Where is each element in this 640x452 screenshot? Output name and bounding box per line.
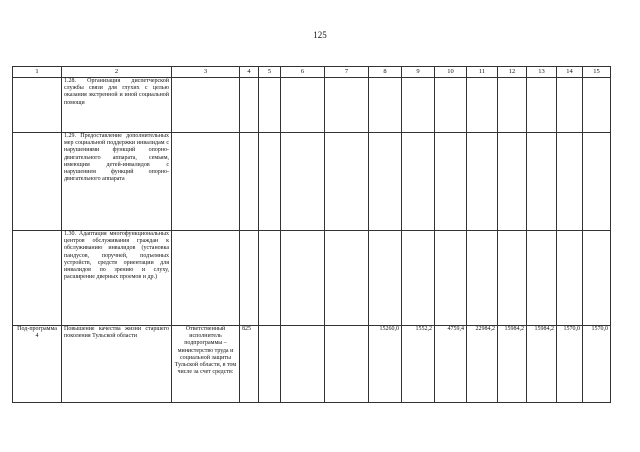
cell-col11 [467,231,498,326]
cell-col5 [259,78,281,133]
cell-col15 [583,78,611,133]
cell-col5 [259,326,281,403]
program-table [12,66,611,403]
cell-col13 [527,231,557,326]
cell-col6 [281,78,325,133]
cell-col12 [498,231,527,326]
cell-col10 [435,78,467,133]
header-cell: 7 [325,67,369,78]
page-number: 125 [313,30,327,40]
cell-col12: 15984,2 [498,326,527,403]
cell-measure: 1.30. Адаптация многофункциональных центров обслуживания граждан к обслуживанию инвалидов (установка пандусов, поручней, подъемных устройств, средств ориентации для инвалидов по зрению и слуху, расширение дверных проемов и др.) [62,231,172,326]
cell-col15: 1570,0 [583,326,611,403]
table-row [13,133,611,231]
table-row [13,326,611,403]
cell-col14 [557,133,583,231]
cell-col10 [435,133,467,231]
cell-col6 [281,231,325,326]
header-cell: 8 [369,67,402,78]
header-cell: 1 [13,67,62,78]
header-cell: 14 [557,67,583,78]
cell-col13 [527,78,557,133]
cell-responsible [172,231,240,326]
cell-program [13,78,62,133]
cell-measure: Повышение качества жизни старшего поколения Тульской области [62,326,172,403]
cell-code [240,231,259,326]
cell-col15 [583,231,611,326]
cell-col10: 4759,4 [435,326,467,403]
header-row [13,67,611,78]
cell-col13: 15984,2 [527,326,557,403]
cell-col12 [498,78,527,133]
cell-col5 [259,231,281,326]
cell-col8 [369,133,402,231]
cell-col8 [369,231,402,326]
table-row [13,78,611,133]
cell-col11 [467,78,498,133]
cell-col9 [402,133,435,231]
cell-col6 [281,133,325,231]
cell-col7 [325,78,369,133]
cell-program: Под-программа 4 [13,326,62,403]
cell-col9 [402,78,435,133]
cell-col13 [527,133,557,231]
cell-col7 [325,326,369,403]
header-cell: 4 [240,67,259,78]
cell-col10 [435,231,467,326]
table-row [13,231,611,326]
header-cell: 13 [527,67,557,78]
header-cell: 11 [467,67,498,78]
cell-col14 [557,78,583,133]
cell-col7 [325,231,369,326]
cell-measure: 1.29. Предоставление дополнительных мер социальной поддержки инвалидам с нарушениями функций опорно-двигательного аппарата, семьям, имеющим детей-инвалидов с нарушением функций опорно-двигательного аппарата [62,133,172,231]
cell-col6 [281,326,325,403]
cell-measure: 1.28. Организация диспетчерской службы связи для глухих с целью оказания экстренной и иной социальной помощи [62,78,172,133]
cell-responsible [172,78,240,133]
cell-col8 [369,78,402,133]
cell-responsible: Ответственный исполнитель подпрограммы – министерство труда и социальной защиты Тульской области, в том числе за счет средств: [172,326,240,403]
cell-col12 [498,133,527,231]
header-cell: 10 [435,67,467,78]
cell-responsible [172,133,240,231]
header-cell: 12 [498,67,527,78]
cell-program [13,231,62,326]
cell-col11 [467,133,498,231]
cell-col11: 22984,2 [467,326,498,403]
cell-col14 [557,231,583,326]
header-cell: 6 [281,67,325,78]
cell-col7 [325,133,369,231]
header-cell: 3 [172,67,240,78]
cell-col14: 1570,0 [557,326,583,403]
cell-col9: 1552,2 [402,326,435,403]
cell-code [240,78,259,133]
cell-code: 825 [240,326,259,403]
cell-col5 [259,133,281,231]
cell-col15 [583,133,611,231]
header-cell: 9 [402,67,435,78]
cell-col8: 15260,0 [369,326,402,403]
cell-col9 [402,231,435,326]
header-cell: 15 [583,67,611,78]
header-cell: 2 [62,67,172,78]
header-cell: 5 [259,67,281,78]
cell-program [13,133,62,231]
cell-code [240,133,259,231]
